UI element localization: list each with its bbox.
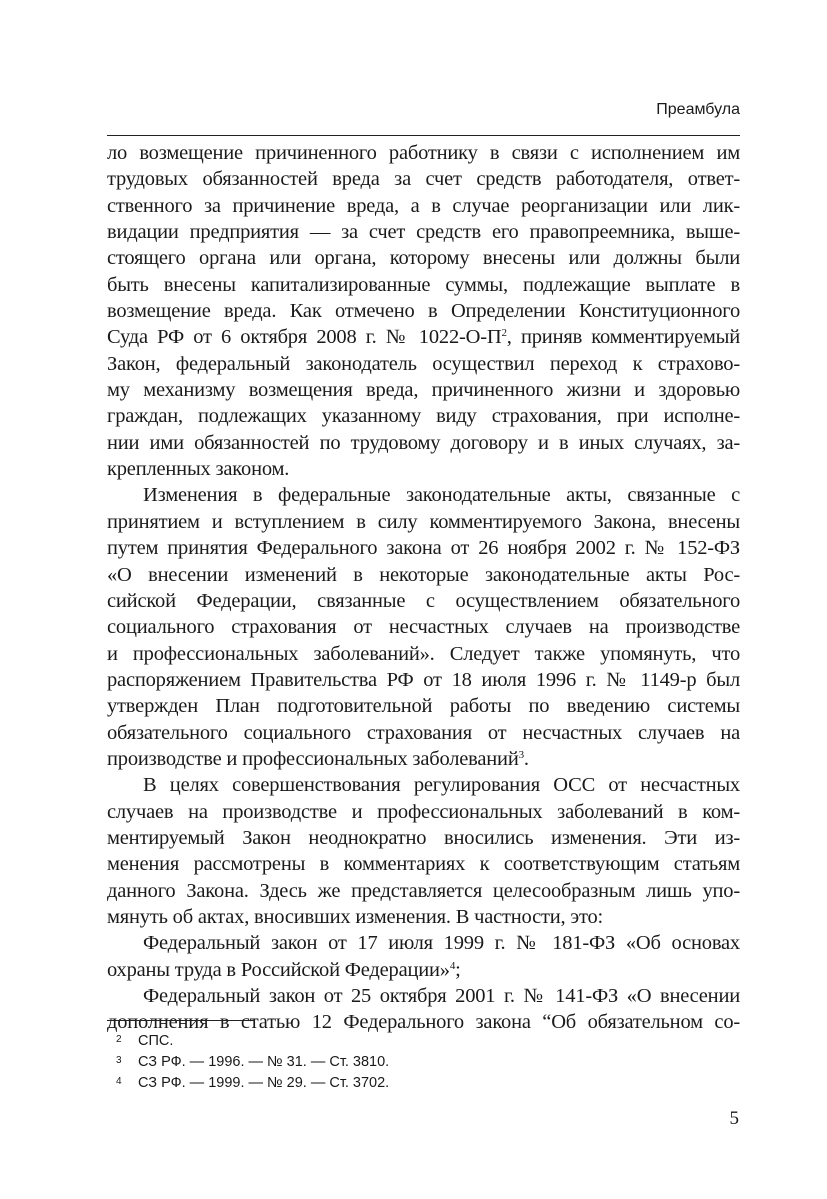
footnote-text: СЗ РФ. — 1996. — № 31. — Ст. 3810. [138, 1054, 390, 1070]
text-segment: «О внесении изменений в некоторые законодательные акты Рос- [107, 563, 740, 586]
text-line [107, 272, 740, 298]
footnote-number: 4 [116, 1076, 122, 1087]
text-line [107, 641, 740, 667]
paragraph [107, 772, 740, 930]
footnote-rule [107, 1020, 255, 1021]
body-text [107, 140, 740, 1036]
text-line [107, 825, 740, 851]
text-segment: мянуть об актах, вносивших изменения. В частности, это: [107, 905, 603, 928]
text-line [107, 588, 740, 614]
text-segment: . [523, 747, 529, 770]
text-segment: , приняв комментируемый [506, 326, 741, 349]
text-line [107, 140, 740, 166]
text-line [107, 298, 740, 324]
footnote-ref[interactable]: 3 [518, 748, 524, 761]
text-segment: обязательного социального страхования от несчастных случаев на [107, 721, 740, 744]
text-segment: быть внесены капитализированные суммы, подлежащие выплате в [107, 273, 740, 296]
text-line [107, 166, 740, 192]
text-line [107, 193, 740, 219]
text-segment: и профессиональных заболеваний». Следует также упомянуть, что [107, 642, 740, 665]
text-line [107, 772, 740, 798]
text-line [107, 245, 740, 271]
text-line [107, 403, 740, 429]
paragraph [107, 983, 740, 1036]
text-line [107, 799, 740, 825]
text-line [107, 324, 740, 350]
text-segment: дополнения в статью 12 Федерального закона “Об обязательном со- [107, 1011, 740, 1034]
text-segment: охраны труда в Российской Федерации» [107, 958, 450, 981]
text-segment: нии ими обязанностей по трудовому договору и в иных случаях, за- [107, 431, 740, 454]
text-line [107, 614, 740, 640]
text-segment: Федеральный закон от 25 октября 2001 г. № 141-ФЗ «О внесении [143, 985, 740, 1007]
text-segment: Изменения в федеральные законодательные акты, связанные с [143, 484, 740, 507]
paragraph [107, 930, 740, 983]
text-line [107, 930, 740, 956]
text-segment: ; [455, 958, 461, 981]
text-segment: социального страхования от несчастных случаев на производстве [107, 616, 740, 639]
text-segment: производстве и профессиональных заболеваний [107, 747, 519, 770]
footnote-ref[interactable]: 2 [501, 327, 507, 340]
footnote [116, 1051, 389, 1072]
text-segment: случаев на производстве и профессиональных заболеваний в ком- [107, 800, 740, 823]
text-segment: трудовых обязанностей вреда за счет средств работодателя, ответ- [107, 168, 740, 191]
footnotes [116, 1030, 389, 1093]
page-number: 5 [729, 1108, 739, 1129]
text-line [107, 562, 740, 588]
text-segment: стоящего органа или органа, которому внесены или должны были [107, 247, 740, 270]
text-line [107, 983, 740, 1009]
text-segment: В целях совершенствования регулирования ОСС от несчастных [143, 774, 740, 797]
text-segment: менения рассмотрены в комментариях к соответствующим статьям [107, 853, 740, 876]
text-line [107, 693, 740, 719]
text-line [107, 430, 740, 456]
header-rule [107, 135, 740, 136]
text-segment: граждан, подлежащих указанному виду страхования, при исполне- [107, 405, 740, 428]
paragraph [107, 140, 740, 482]
text-segment: ментируемый Закон неоднократно вносились изменения. Эти из- [107, 826, 740, 849]
text-segment: Федеральный закон от 17 июля 1999 г. № 181-ФЗ «Об основах [143, 932, 740, 955]
text-line [107, 482, 740, 508]
text-line [107, 219, 740, 245]
text-line [107, 509, 740, 535]
running-header: Преамбула [656, 101, 740, 118]
text-segment: принятием и вступлением в силу комментируемого Закона, внесены [107, 510, 740, 533]
text-line [107, 456, 740, 482]
text-segment: сийской Федерации, связанные с осуществлением обязательного [107, 589, 740, 612]
footnote-ref[interactable]: 4 [449, 959, 456, 972]
text-segment: утвержден План подготовительной работы по введению системы [107, 695, 740, 718]
footnote-number: 2 [116, 1034, 122, 1045]
text-segment: му механизму возмещения вреда, причиненного жизни и здоровью [107, 379, 740, 402]
text-line [107, 746, 740, 772]
text-segment: распоряжением Правительства РФ от 18 июля 1996 г. № 1149-р был [107, 668, 740, 691]
footnote-text: СЗ РФ. — 1999. — № 29. — Ст. 3702. [138, 1075, 390, 1091]
paragraph [107, 482, 740, 772]
text-line [107, 957, 740, 983]
text-segment: ло возмещение причиненного работнику в связи с исполнением им [107, 142, 740, 164]
text-segment: ственного за причинение вреда, а в случае реорганизации или лик- [107, 194, 740, 217]
footnote-number: 3 [116, 1055, 122, 1066]
text-segment: Суда РФ от 6 октября 2008 г. № 1022-О-П [107, 326, 502, 349]
text-line [107, 904, 740, 930]
text-segment: данного Закона. Здесь же представляется целесообразным лишь упо- [107, 879, 740, 902]
text-segment: возмещение вреда. Как отмечено в Определении Конституционного [107, 300, 740, 323]
text-segment: видации предприятия — за счет средств его правопреемника, выше- [107, 221, 740, 244]
text-segment: путем принятия Федерального закона от 26 ноября 2002 г. № 152-ФЗ [107, 537, 740, 560]
footnote-text: СПС. [138, 1033, 174, 1049]
text-line [107, 851, 740, 877]
text-line [107, 377, 740, 403]
footnote [116, 1072, 389, 1093]
text-line [107, 720, 740, 746]
text-segment: крепленных законом. [107, 458, 290, 481]
footnote [116, 1030, 389, 1051]
text-line [107, 351, 740, 377]
text-line [107, 667, 740, 693]
text-line [107, 535, 740, 561]
text-segment: Закон, федеральный законодатель осуществил переход к страхово- [107, 352, 740, 375]
text-line [107, 878, 740, 904]
